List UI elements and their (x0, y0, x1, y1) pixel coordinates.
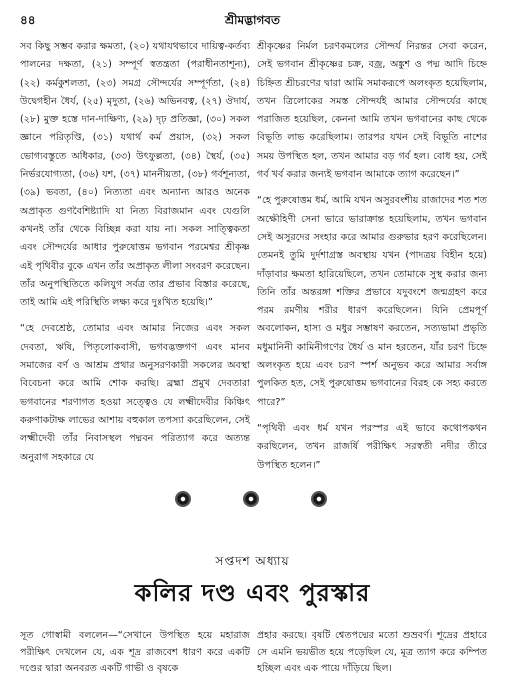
flower-ornament-icon (175, 491, 191, 507)
left-column (20, 38, 250, 467)
right-paragraph-2: “হে পুরুষোত্তম ধর্ম, আমি যখন অসুরবংশীয় রাজাদের শত শত অক্ষৌহিণী সেনা ভারে ভারাক্রান্ত হয়েছিলাম, তখন ভগবান সেই অসুরদের সংহার করে আমার গুরুভার হরণ করেছিলেন। তেমনই তুমি দুর্দশাগ্রস্ত অবস্থায় যখন (পাদত্রয় বিহীন হয়ে) দাঁড়াবার ক্ষমতা হারিয়েছিলে, তখন তোমাকে সুস্থ করার জন্য তিনি তাঁর অন্তরঙ্গা শক্তির প্রভাবে যদুবংশে জন্মগ্রহণ করে পরম রমণীয় শরীর ধারণ করেছিলেন। যিনি প্রেমপূর্ণ অবলোকন, হাস্য ও মধুর সম্ভাষণ করতেন, সত্যভামা প্রভৃতি মধুমানিনী কামিনীগণের ধৈর্য ও মান হরতেন, যাঁর চরণ চিহ্নে অলংকৃত হয়ে এবং চরণ স্পর্শ অনুভব করে আমার সর্বাঙ্গ পুলকিত হত, সেই পুরুষোত্তম ভগবানের বিরহ কে সহ্য করতে পারে?” (257, 195, 487, 408)
chapter-label: সপ্তদশ অধ্যায় (215, 554, 290, 568)
right-paragraph-1: শ্রীকৃষ্ণের নির্মল চরণকমলের সৌন্দর্য নিরন্তর সেবা করেন, সেই ভগবান শ্রীকৃষ্ণের চক্র, বজ্র, অঙ্কুশ ও পদ্ম আদি চিহ্নে চিহ্নিত শ্রীচরণের দ্বারা আমি সমাকরূপে অলংকৃত হয়েছিলাম, তখন ত্রিলোকের সমস্ত সৌন্দর্যই আমার সৌন্দর্যের কাছে পরাজিত হয়েছিল, কেননা আমি তখন ভগবানের কাছ থেকে বিভূতি লাভ করেছিলাম। তারপর যখন সেই বিভূতি নাশের সময় উপস্থিত হল, তখন আমার বড় গর্ব হল। বোধ হয়, সেই গর্ব খর্ব করার জন্যই ভগবান আমাকে ত্যাগ করেছেন।” (257, 41, 487, 181)
running-title: শ্রীমদ্ভাগবত (224, 13, 280, 27)
right-paragraph-3: “পৃথিবী এবং ধর্ম যখন পরস্পর এই ভাবে কথোপকথন করছিলেন, তখন রাজর্ষি পরীক্ষিৎ সরস্বতী নদীর তীরে উপস্থিত হলেন।” (257, 422, 487, 471)
flower-ornament-icon (243, 491, 259, 507)
right-column (257, 38, 487, 475)
ornament-divider (0, 491, 505, 509)
left-paragraph-2: “হে দেবশ্রেষ্ঠ, তোমার এবং আমার নিজের এবং সকল দেবতা, ঋষি, পিতৃলোকবাসী, ভগবদ্ভক্তগণ এবং মানব সমাজের বর্ণ ও আশ্রম প্রথার অনুসরণকারী সকলের অবস্থা বিবেচনা করে আমি শোক করছি। ব্রহ্মা প্রমুখ দেবতারা ভগবানের শরণাগত হওয়া সত্ত্বেও যে লক্ষ্মীদেবীর কিঞ্চিৎ করুণাকটাক্ষ লাভের আশায় বহুকাল তপস্যা করেছিলেন, সেই লক্ষ্মীদেবী তাঁর নিবাসস্থল পদ্মবন পরিত্যাগ করে অত্যন্ত অনুরাগ সহকারে যে (20, 323, 250, 463)
page-number: ৪৪ (20, 13, 36, 27)
bottom-left-text: সূত গোস্বামী বললেন—“সেখানে উপস্থিত হয়ে মহারাজ পরীক্ষিৎ দেখলেন যে, এক শূদ্র রাজবেশ ধারণ করে একটি দণ্ডের দ্বারা অনবরত একটি গাভী ও বৃষকে (20, 630, 250, 674)
flower-ornament-icon (311, 491, 327, 507)
bottom-right-text: প্রহার করছে। বৃষটি শ্বেতপদ্মের মতো শুভ্রবর্ণ। শূদ্রের প্রহারে সে এমনি ভয়ভীত হয়ে পড়েছিল যে, মূত্র ত্যাগ করে কম্পিত হচ্ছিল এবং এক পায়ে দাঁড়িয়ে ছিল। (257, 630, 487, 674)
chapter-title: কলির দণ্ড এবং পুরস্কার (134, 579, 371, 607)
left-paragraph-1: সব কিছু সম্ভব করার ক্ষমতা, (২০) যথাযথভাবে দায়িত্ব-কর্তব্য পালনের দক্ষতা, (২১) সম্পূর্ণ স্বতন্ত্রতা (পরাধীনতাশূন্য), (২২) কর্মকুশলতা, (২৩) সমগ্র সৌন্দর্যের সম্পূর্ণতা, (২৪) উদ্বেগহীন ধৈর্য, (২৫) মৃদুতা, (২৬) অভিনবত্ব, (২৭) ঔদার্য, (২৮) মুক্ত হস্তে দান-দাক্ষিণ্য, (২৯) দৃঢ় প্রতিজ্ঞা, (৩০) সকল জ্ঞানে পরিতৃপ্তি, (৩১) যথার্থ কর্ম প্রয়াস, (৩২) সকল ভোগ্যবস্তুতে অধিকার, (৩৩) উৎফুল্লতা, (৩৪) স্থৈর্য, (৩৫) নির্ভরযোগ্যতা, (৩৬) যশ, (৩৭) মাননীয়তা, (৩৮) গর্বশূন্যতা, (৩৯) ভবতা, (৪০) নিত্যতা এবং অন্যান্য আরও অনেক অপ্রাকৃত গুণবৈশিষ্ট্যাদি যা নিত্য বিরাজমান এবং যেগুলি কখনই তাঁর থেকে বিচ্ছিন্ন করা যায় না। সকল সাত্ত্বিকতা এবং সৌন্দর্যের আধার পুরুষোত্তম ভগবান পরমেশ্বর শ্রীকৃষ্ণ এই পৃথিবীর বুকে এখন তাঁর অপ্রাকৃত লীলা সংবরণ করেছেন। তাঁর অনুপস্থিতিতে কলিযুগ সর্বত্র তার প্রভাব বিস্তার করেছে, তাই আমি এই পরিস্থিতি লক্ষ্য করে দুঃখিত হয়েছি।” (20, 41, 250, 309)
